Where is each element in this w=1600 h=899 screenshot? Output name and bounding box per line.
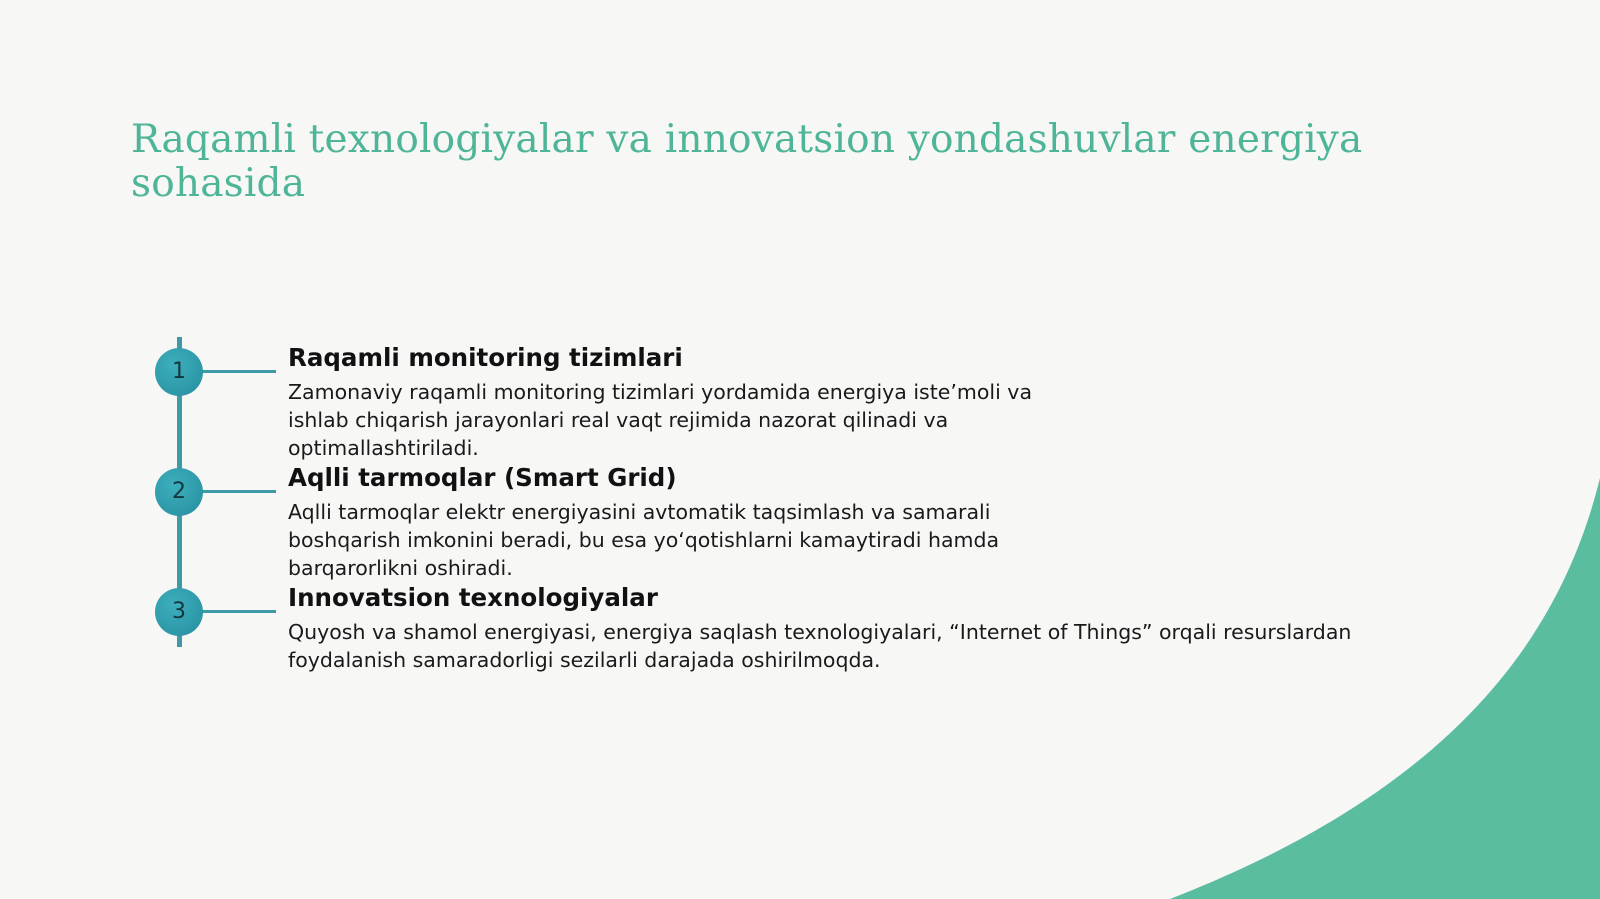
item-description: Quyosh va shamol energiyasi, energiya saqlash texnologiyalari, “Internet of Things” orqali resurslardan foydalanish samaradorligi sezilarli darajada oshirilmoqda. — [288, 620, 1352, 672]
slide-title: Raqamli texnologiyalar va innovatsion yondashuvlar energiya sohasida — [131, 117, 1363, 206]
item-title: Innovatsion texnologiyalar — [288, 583, 658, 612]
timeline-connector — [200, 490, 276, 493]
item-description: Aqlli tarmoqlar elektr energiyasini avtomatik taqsimlash va samarali boshqarish imkonini beradi, bu esa yo‘qotishlarni kamaytiradi hamda barqarorlikni oshiradi. — [288, 500, 1000, 580]
item-title: Aqlli tarmoqlar (Smart Grid) — [288, 463, 677, 492]
corner-wave — [1170, 478, 1600, 899]
step-number-marker: 1 — [155, 348, 203, 396]
timeline-connector — [200, 610, 276, 613]
step-number-marker: 2 — [155, 468, 203, 516]
timeline-connector — [200, 370, 276, 373]
step-number-marker: 3 — [155, 588, 203, 636]
item-title: Raqamli monitoring tizimlari — [288, 343, 683, 372]
item-description: Zamonaviy raqamli monitoring tizimlari yordamida energiya iste’moli va ishlab chiqarish jarayonlari real vaqt rejimida nazorat qilinadi va optimallashtiriladi. — [288, 380, 1033, 460]
